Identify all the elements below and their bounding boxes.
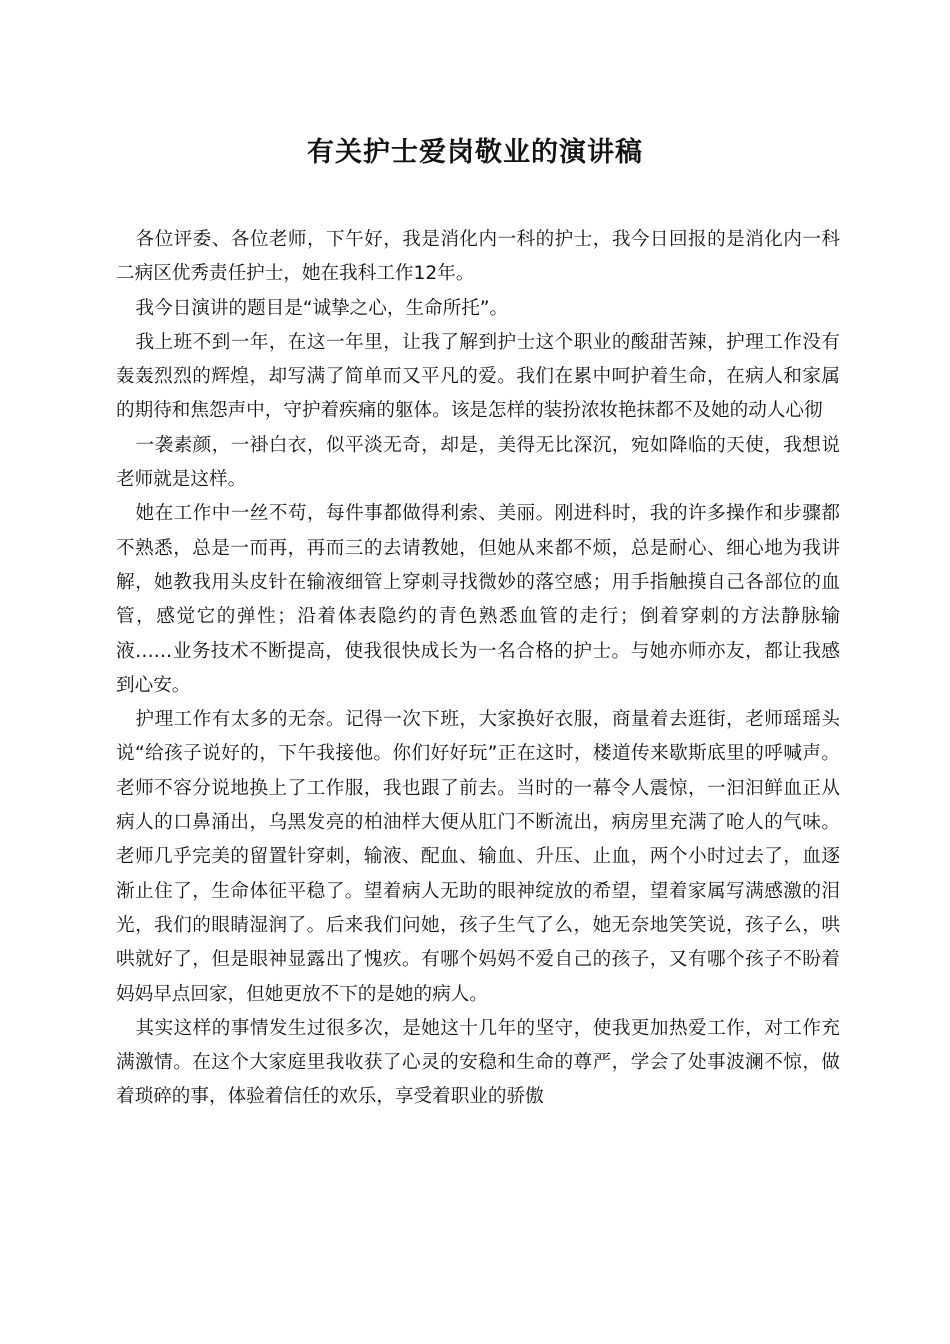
- paragraph-greeting: 各位评委、各位老师，下午好，我是消化内一科的护士，我今日回报的是消化内一科二病区优秀责任护士，她在我科工作12年。: [116, 229, 840, 285]
- document-body: [116, 223, 840, 1115]
- paragraph-first-year: 我上班不到一年，在这一年里，让我了解到护士这个职业的酸甜苦辣，护理工作没有轰轰烈烈的辉煌，却写满了简单而又平凡的爱。我们在累中呵护着生命，在病人和家属的期待和焦怨声中，守护着疾痛的躯体。该是怎样的装扮浓妆艳抹都不及她的动人心彻: [116, 331, 840, 422]
- paragraph-conclusion: 其实这样的事情发生过很多次，是她这十几年的坚守，使我更加热爱工作，对工作充满激情。在这个大家庭里我收获了心灵的安稳和生命的尊严，学会了处事波澜不惊，做着琐碎的事，体验着信任的欢乐，享受着职业的骄傲: [116, 1017, 840, 1108]
- document-title: 有关护士爱岗敬业的演讲稿: [307, 137, 643, 168]
- paragraph-white-coat: 一袭素颜，一褂白衣，似平淡无奇，却是，美得无比深沉，宛如降临的天使，我想说老师就是这样。: [116, 434, 840, 491]
- paragraph-topic: 我今日演讲的题目是“诚挚之心，生命所托”。: [135, 297, 509, 319]
- paragraph-meticulous-work: 她在工作中一丝不苟，每件事都做得利索、美丽。刚进科时，我的许多操作和步骤都不熟悉，总是一而再，再而三的去请教她，但她从来都不烦，总是耐心、细心地为我讲解，她教我用头皮针在输液细管上穿刺寻找微妙的落空感；用手指触摸自己各部位的血管，感觉它的弹性；沿着体表隐约的青色熟悉血管的走行；倒着穿刺的方法静脉输液……业务技术不断提高，使我很快成长为一名合格的护士。与她亦师亦友，都让我感到心安。: [116, 503, 840, 696]
- paragraph-emergency-story: 护理工作有太多的无奈。记得一次下班，大家换好衣服，商量着去逛街，老师瑶瑶头说“给孩子说好的，下午我接他。你们好好玩”正在这时，楼道传来歇斯底里的呼喊声。老师不容分说地换上了工作服，我也跟了前去。当时的一幕令人震惊，一汩汩鲜血正从病人的口鼻涌出，乌黑发亮的柏油样大便从肛门不断流出，病房里充满了呛人的气味。老师几乎完美的留置针穿刺，输液、配血、输血、升压、止血，两个小时过去了，血逐渐止住了，生命体征平稳了。望着病人无助的眼神绽放的希望，望着家属写满感激的泪光，我们的眼睛湿润了。后来我们问她，孩子生气了么，她无奈地笑笑说，孩子么，哄哄就好了，但是眼神显露出了愧疚。有哪个妈妈不爱自己的孩子，又有哪个孩子不盼着妈妈早点回家，但她更放不下的是她的病人。: [116, 709, 840, 1005]
